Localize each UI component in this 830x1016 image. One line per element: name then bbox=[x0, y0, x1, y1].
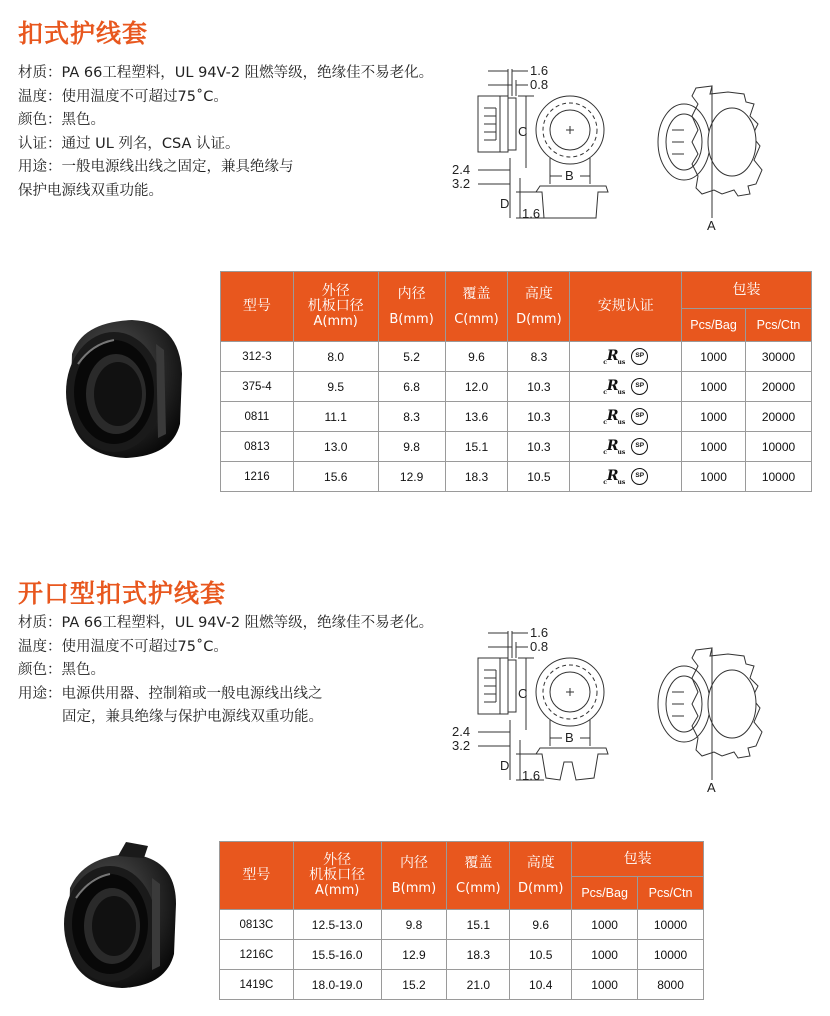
cell-inner-diameter: 5.2 bbox=[378, 342, 445, 372]
cell-certification bbox=[570, 432, 682, 462]
cell-pcs-bag: 1000 bbox=[682, 372, 746, 402]
cell-outer-diameter: 15.6 bbox=[293, 462, 378, 492]
section1-specs bbox=[18, 62, 433, 203]
cell-pcs-bag: 1000 bbox=[682, 462, 746, 492]
cell-cover: 13.6 bbox=[445, 402, 508, 432]
ul-text: R bbox=[606, 347, 618, 364]
cell-pcs-ctn: 10000 bbox=[746, 462, 812, 492]
dim-label: D bbox=[500, 758, 510, 773]
cell-cover: 12.0 bbox=[445, 372, 508, 402]
ul-text: R bbox=[606, 467, 618, 484]
cell-height: 9.6 bbox=[510, 910, 572, 940]
cert-marks bbox=[603, 378, 648, 396]
section1-title: 扣式护线套 bbox=[18, 19, 149, 48]
section2-specs bbox=[18, 612, 433, 730]
cell-inner-diameter: 12.9 bbox=[381, 940, 447, 970]
cell-outer-diameter: 13.0 bbox=[293, 432, 378, 462]
dim-label: A bbox=[707, 218, 716, 233]
cell-model: 0813 bbox=[221, 432, 294, 462]
spec-usage: 用途：一般电源线出线之固定，兼具绝缘与 bbox=[18, 159, 294, 175]
dim-label: C bbox=[518, 124, 528, 139]
cell-pcs-ctn: 30000 bbox=[746, 342, 812, 372]
cell-height: 10.3 bbox=[508, 372, 570, 402]
dim-label: 0.8 bbox=[530, 77, 549, 92]
header-packing: 包装 bbox=[572, 842, 704, 877]
header-packing: 包装 bbox=[682, 272, 812, 309]
spec-material: 材质：PA 66工程塑料，UL 94V-2 阻燃等级，绝缘佳不易老化。 bbox=[18, 615, 434, 631]
cell-certification bbox=[570, 402, 682, 432]
cell-pcs-bag: 1000 bbox=[572, 970, 638, 1000]
dim-label: 1.6 bbox=[522, 768, 541, 783]
cell-inner-diameter: 9.8 bbox=[381, 910, 447, 940]
cert-marks bbox=[603, 438, 648, 456]
dim-label: 2.4 bbox=[452, 724, 471, 739]
section2-title: 开口型扣式护线套 bbox=[18, 579, 227, 608]
header-outer-diameter bbox=[293, 272, 378, 342]
cell-inner-diameter: 9.8 bbox=[378, 432, 445, 462]
spec-certification: 认证：通过 UL 列名，CSA 认证。 bbox=[18, 135, 240, 152]
dim-label: 3.2 bbox=[452, 738, 471, 753]
dim-label: C bbox=[518, 686, 528, 701]
cell-model: 0813C bbox=[220, 910, 294, 940]
cell-height: 10.5 bbox=[508, 462, 570, 492]
cell-cover: 15.1 bbox=[447, 910, 510, 940]
cell-outer-diameter: 15.5-16.0 bbox=[293, 940, 381, 970]
csa-text: SP bbox=[635, 471, 645, 479]
cell-height: 8.3 bbox=[508, 342, 570, 372]
spec-temperature: 温度：使用温度不可超过75˚C。 bbox=[18, 88, 228, 105]
cell-pcs-bag: 1000 bbox=[572, 910, 638, 940]
spec-table-2 bbox=[219, 841, 704, 1000]
header-pcs-bag: Pcs/Bag bbox=[682, 309, 746, 342]
header-line: C(mm) bbox=[456, 880, 501, 896]
cell-pcs-bag: 1000 bbox=[682, 432, 746, 462]
header-line: 机板口径 bbox=[309, 867, 366, 883]
cell-model: 1419C bbox=[220, 970, 294, 1000]
csa-certified-icon bbox=[631, 378, 648, 395]
cell-pcs-ctn: 10000 bbox=[638, 940, 704, 970]
cell-pcs-bag: 1000 bbox=[682, 402, 746, 432]
cell-pcs-ctn: 10000 bbox=[638, 910, 704, 940]
table-row bbox=[221, 342, 812, 372]
ul-text: R bbox=[606, 437, 618, 454]
header-line: B(mm) bbox=[389, 311, 434, 327]
technical-drawing-icon bbox=[448, 58, 788, 233]
dim-label: B bbox=[565, 730, 574, 745]
dim-label: A bbox=[707, 780, 716, 795]
ul-listed-icon: $_cR_{us}$ bbox=[603, 467, 626, 486]
dim-label: 1.6 bbox=[522, 206, 541, 221]
technical-drawing-icon bbox=[448, 620, 788, 795]
spec-usage-cont-text: 固定，兼具绝缘与保护电源线双重功能。 bbox=[62, 709, 323, 725]
cell-outer-diameter: 18.0-19.0 bbox=[293, 970, 381, 1000]
header-line: C(mm) bbox=[454, 311, 499, 327]
cert-marks bbox=[603, 408, 648, 426]
cell-outer-diameter: 12.5-13.0 bbox=[293, 910, 381, 940]
header-line: A(mm) bbox=[314, 883, 360, 898]
open-bushing-photo-icon bbox=[48, 842, 188, 992]
cell-pcs-bag: 1000 bbox=[572, 940, 638, 970]
header-line: 高度 bbox=[526, 854, 555, 871]
cell-height: 10.3 bbox=[508, 432, 570, 462]
header-line: 覆盖 bbox=[464, 854, 493, 871]
header-cover bbox=[445, 272, 508, 342]
header-line: 外径 bbox=[323, 852, 352, 868]
cell-pcs-ctn: 20000 bbox=[746, 372, 812, 402]
header-line: 高度 bbox=[524, 285, 553, 302]
cell-pcs-ctn: 20000 bbox=[746, 402, 812, 432]
cell-height: 10.3 bbox=[508, 402, 570, 432]
csa-certified-icon bbox=[631, 348, 648, 365]
dim-label: 1.6 bbox=[530, 625, 549, 640]
ul-text: R bbox=[606, 407, 618, 424]
csa-certified-icon bbox=[631, 438, 648, 455]
spec-color: 颜色：黑色。 bbox=[18, 662, 105, 678]
spec-material: 材质：PA 66工程塑料，UL 94V-2 阻燃等级，绝缘佳不易老化。 bbox=[18, 65, 434, 81]
cell-outer-diameter: 9.5 bbox=[293, 372, 378, 402]
cell-inner-diameter: 15.2 bbox=[381, 970, 447, 1000]
dim-label: 0.8 bbox=[530, 639, 549, 654]
cell-cover: 18.3 bbox=[447, 940, 510, 970]
csa-text: SP bbox=[635, 411, 645, 419]
header-height bbox=[510, 842, 572, 910]
dim-label: 3.2 bbox=[452, 176, 471, 191]
ul-listed-icon: $_cR_{us}$ bbox=[603, 407, 626, 426]
header-line: 内径 bbox=[397, 285, 426, 302]
header-height bbox=[508, 272, 570, 342]
table-row bbox=[220, 940, 704, 970]
table-row bbox=[220, 910, 704, 940]
spec-usage-cont: 保护电源线双重功能。 bbox=[18, 182, 163, 199]
cell-outer-diameter: 8.0 bbox=[293, 342, 378, 372]
header-line: B(mm) bbox=[391, 880, 437, 896]
header-certification: 安规认证 bbox=[570, 272, 682, 342]
cell-model: 312-3 bbox=[221, 342, 294, 372]
cell-model: 375-4 bbox=[221, 372, 294, 402]
spec-temperature: 温度：使用温度不可超过75˚C。 bbox=[18, 638, 228, 655]
cell-cover: 9.6 bbox=[445, 342, 508, 372]
header-line: 外径 bbox=[321, 283, 350, 299]
dim-label: 2.4 bbox=[452, 162, 471, 177]
cell-height: 10.4 bbox=[510, 970, 572, 1000]
cell-inner-diameter: 6.8 bbox=[378, 372, 445, 402]
table-row bbox=[221, 462, 812, 492]
header-line: 机板口径 bbox=[307, 298, 364, 314]
header-line: 覆盖 bbox=[462, 285, 491, 302]
header-outer-diameter bbox=[293, 842, 381, 910]
cell-pcs-ctn: 10000 bbox=[746, 432, 812, 462]
header-model: 型号 bbox=[220, 842, 294, 910]
ul-listed-icon: $_cR_{us}$ bbox=[603, 437, 626, 456]
header-line: A(mm) bbox=[313, 314, 358, 329]
header-cover bbox=[447, 842, 510, 910]
table-row bbox=[221, 372, 812, 402]
spec-usage-cont bbox=[18, 706, 433, 730]
csa-text: SP bbox=[635, 381, 645, 389]
header-pcs-ctn: Pcs/Ctn bbox=[746, 309, 812, 342]
ul-text: R bbox=[606, 377, 618, 394]
ul-listed-icon: $_cR_{us}$ bbox=[603, 347, 626, 366]
header-line: D(mm) bbox=[516, 311, 562, 327]
spec-usage: 用途：电源供用器、控制箱或一般电源线出线之 bbox=[18, 685, 323, 702]
cell-model: 0811 bbox=[221, 402, 294, 432]
cell-certification bbox=[570, 372, 682, 402]
header-model: 型号 bbox=[221, 272, 294, 342]
dim-label: 1.6 bbox=[530, 63, 549, 78]
cell-pcs-bag: 1000 bbox=[682, 342, 746, 372]
dim-label: B bbox=[565, 168, 574, 183]
cell-height: 10.5 bbox=[510, 940, 572, 970]
header-line: D(mm) bbox=[517, 880, 564, 896]
header-pcs-bag: Pcs/Bag bbox=[572, 877, 638, 910]
table-row bbox=[220, 970, 704, 1000]
cell-certification bbox=[570, 462, 682, 492]
cell-model: 1216 bbox=[221, 462, 294, 492]
header-inner-diameter bbox=[378, 272, 445, 342]
table-row bbox=[221, 402, 812, 432]
cell-cover: 15.1 bbox=[445, 432, 508, 462]
ul-listed-icon: $_cR_{us}$ bbox=[603, 377, 626, 396]
header-inner-diameter bbox=[381, 842, 447, 910]
cell-outer-diameter: 11.1 bbox=[293, 402, 378, 432]
header-line: 内径 bbox=[399, 854, 428, 871]
cell-model: 1216C bbox=[220, 940, 294, 970]
cert-marks bbox=[603, 468, 648, 486]
table-row bbox=[221, 432, 812, 462]
csa-certified-icon bbox=[631, 408, 648, 425]
cell-pcs-ctn: 8000 bbox=[638, 970, 704, 1000]
cert-marks bbox=[603, 348, 648, 366]
cell-cover: 21.0 bbox=[447, 970, 510, 1000]
csa-text: SP bbox=[635, 441, 645, 449]
spec-table-1 bbox=[220, 271, 812, 492]
cell-cover: 18.3 bbox=[445, 462, 508, 492]
csa-text: SP bbox=[635, 351, 645, 359]
bushing-photo-icon bbox=[52, 314, 190, 462]
cell-inner-diameter: 8.3 bbox=[378, 402, 445, 432]
header-pcs-ctn: Pcs/Ctn bbox=[638, 877, 704, 910]
dim-label: D bbox=[500, 196, 510, 211]
cell-certification bbox=[570, 342, 682, 372]
csa-certified-icon bbox=[631, 468, 648, 485]
cell-inner-diameter: 12.9 bbox=[378, 462, 445, 492]
spec-color: 颜色：黑色。 bbox=[18, 112, 105, 128]
